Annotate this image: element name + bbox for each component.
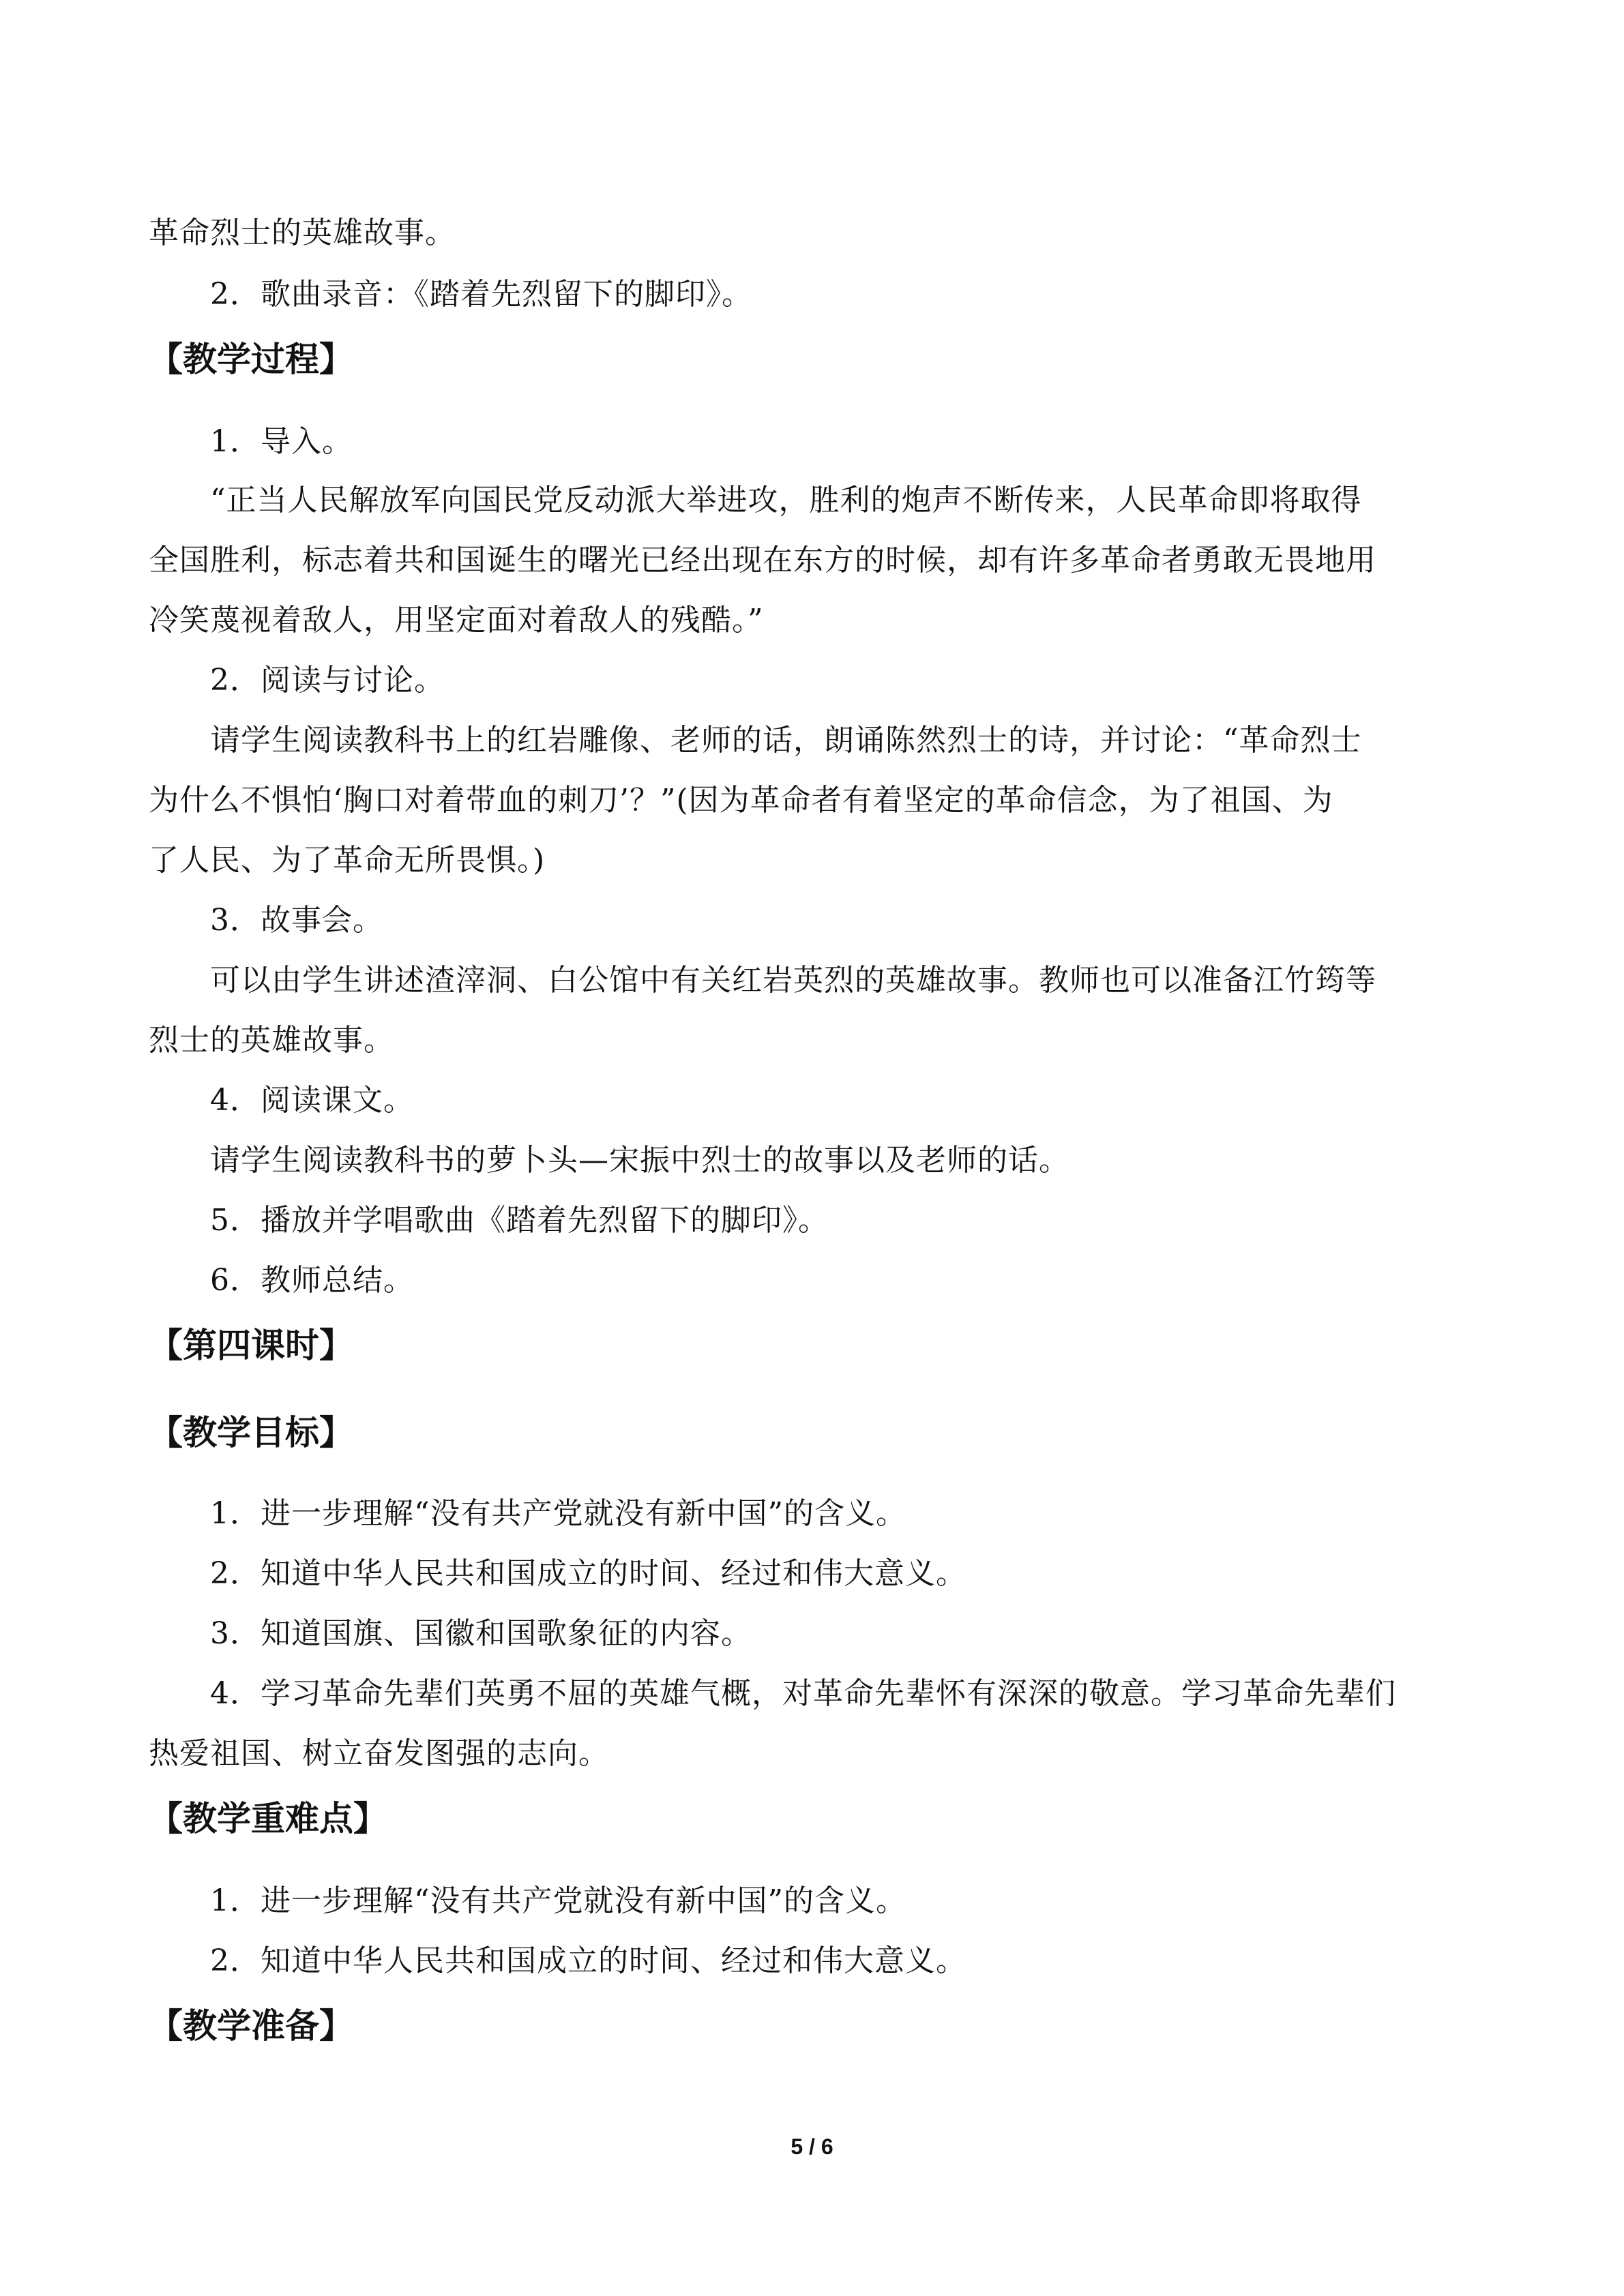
- section-heading-key-difficult-points: 【教学重难点】: [149, 1799, 387, 1838]
- paragraph-line: 2．歌曲录音：《踏着先烈留下的脚印》。: [210, 277, 752, 312]
- paragraph-line: 请学生阅读教科书上的红岩雕像、老师的话，朗诵陈然烈士的诗，并讨论：“革命烈士: [210, 723, 1362, 758]
- paragraph-line: 4．学习革命先辈们英勇不屈的英雄气概，对革命先辈怀有深深的敬意。学习革命先辈们: [210, 1676, 1396, 1711]
- page-number: 5 / 6: [791, 2134, 833, 2159]
- paragraph-line: 3．故事会。: [210, 903, 383, 938]
- paragraph-line: 为什么不惧怕‘胸口对着带血的刺刀’？”(因为革命者有着坚定的革命信念，为了祖国、为: [149, 783, 1333, 818]
- section-heading-teaching-goals: 【教学目标】: [149, 1413, 353, 1452]
- paragraph-line: 1．进一步理解“没有共产党就没有新中国”的含义。: [210, 1883, 906, 1918]
- paragraph-line: 请学生阅读教科书的萝卜头—宋振中烈士的故事以及老师的话。: [210, 1143, 1069, 1178]
- paragraph-line: 2．知道中华人民共和国成立的时间、经过和伟大意义。: [210, 1943, 966, 1978]
- paragraph-line: “正当人民解放军向国民党反动派大举进攻，胜利的炮声不断传来，人民革命即将取得: [210, 483, 1362, 518]
- paragraph-line: 3．知道国旗、国徽和国歌象征的内容。: [210, 1616, 752, 1651]
- section-heading-teaching-process: 【教学过程】: [149, 340, 353, 379]
- paragraph-line: 5．播放并学唱歌曲《踏着先烈留下的脚印》。: [210, 1203, 829, 1238]
- paragraph-line: 热爱祖国、树立奋发图强的志向。: [149, 1736, 609, 1771]
- paragraph-line: 6．教师总结。: [210, 1263, 414, 1298]
- paragraph-line: 可以由学生讲述渣滓洞、白公馆中有关红岩英烈的英雄故事。教师也可以准备江竹筠等: [210, 963, 1376, 998]
- paragraph-line: 全国胜利，标志着共和国诞生的曙光已经出现在东方的时候，却有许多革命者勇敢无畏地用: [149, 543, 1376, 578]
- paragraph-line: 了人民、为了革命无所畏惧。): [149, 843, 546, 878]
- paragraph-line: 2．知道中华人民共和国成立的时间、经过和伟大意义。: [210, 1556, 966, 1591]
- section-heading-fourth-lesson: 【第四课时】: [149, 1326, 353, 1365]
- section-heading-teaching-preparation: 【教学准备】: [149, 2006, 353, 2046]
- paragraph-line: 革命烈士的英雄故事。: [149, 215, 456, 250]
- paragraph-line: 烈士的英雄故事。: [149, 1023, 394, 1058]
- paragraph-line: 冷笑蔑视着敌人，用坚定面对着敌人的残酷。”: [149, 603, 764, 638]
- paragraph-line: 1．导入。: [210, 424, 353, 459]
- paragraph-line: 1．进一步理解“没有共产党就没有新中国”的含义。: [210, 1496, 906, 1531]
- paragraph-line: 4．阅读课文。: [210, 1083, 414, 1118]
- paragraph-line: 2．阅读与讨论。: [210, 663, 445, 698]
